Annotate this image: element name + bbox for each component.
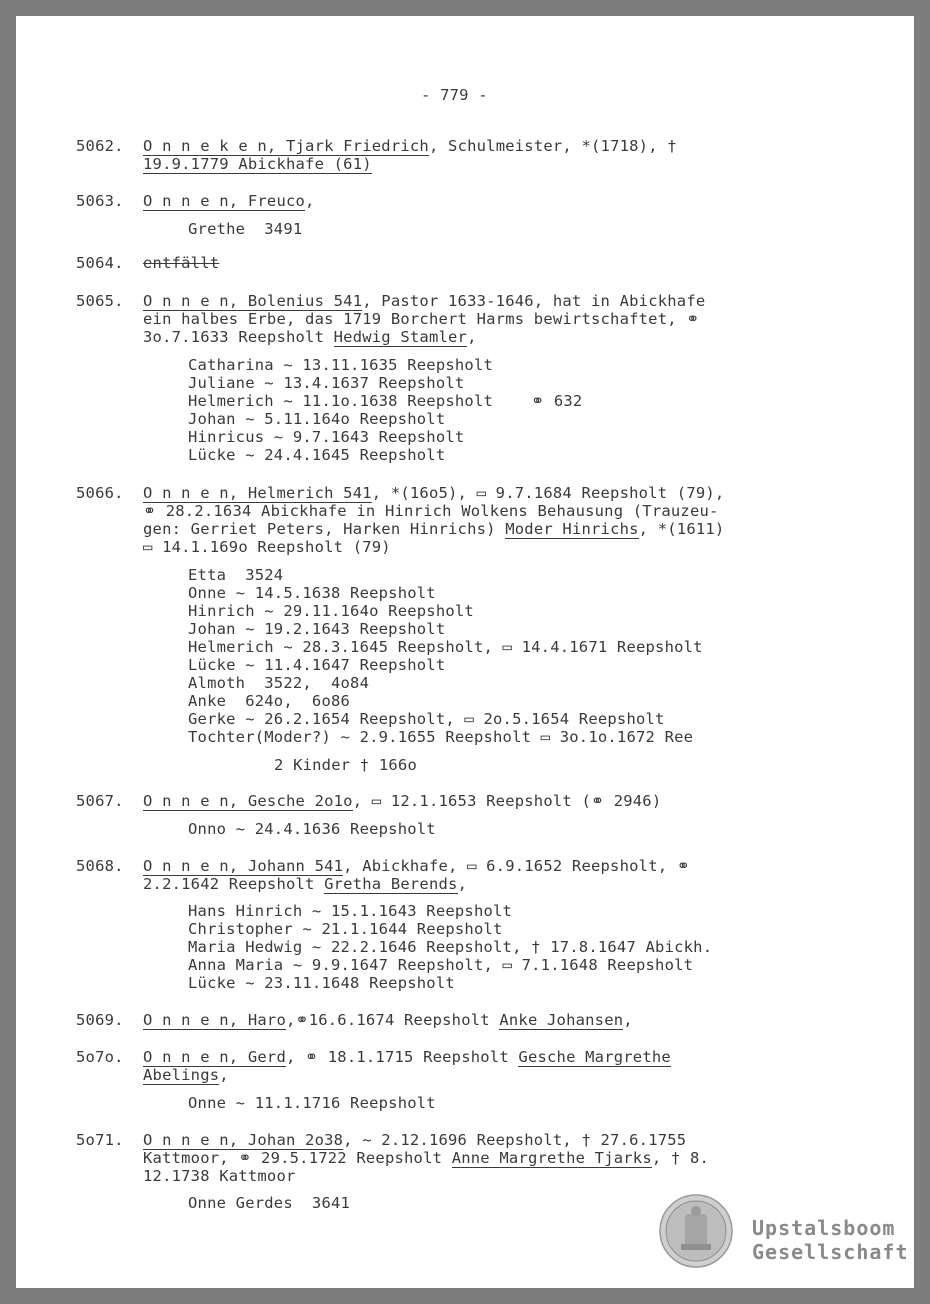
- person-name: O n n e n, Helmerich 541: [143, 484, 372, 502]
- entry-heading: O n n e n, Gesche 2o1o, ▭ 12.1.1653 Reepsholt (⚭ 2946): [143, 792, 662, 810]
- document-page: [16, 16, 914, 1288]
- entry-number: 5062.: [76, 137, 124, 155]
- child-line: Hinricus ~ 9.7.1643 Reepsholt: [188, 428, 465, 446]
- entry-line: gen: Gerriet Peters, Harken Hinrichs) Moder Hinrichs, *(1611): [143, 520, 725, 538]
- seal-icon: [659, 1194, 733, 1268]
- logo-line-1: Upstalsboom: [752, 1216, 896, 1240]
- entry-number: 5064.: [76, 254, 124, 272]
- child-line: Etta 3524: [188, 566, 284, 584]
- entry-number: 5066.: [76, 484, 124, 502]
- child-line: Catharina ~ 13.11.1635 Reepsholt: [188, 356, 494, 374]
- note-line: 2 Kinder † 166o: [274, 756, 417, 774]
- entry-line: ▭ 14.1.169o Reepsholt (79): [143, 538, 391, 556]
- child-line: Helmerich ~ 11.1o.1638 Reepsholt ⚭ 632: [188, 392, 583, 410]
- child-line: Tochter(Moder?) ~ 2.9.1655 Reepsholt ▭ 3o.1o.1672 Ree: [188, 728, 694, 746]
- spouse-name: Moder Hinrichs: [505, 520, 639, 538]
- child-line: Onno ~ 24.4.1636 Reepsholt: [188, 820, 436, 838]
- entry-line: 19.9.1779 Abickhafe (61): [143, 155, 372, 173]
- child-line: Onne ~ 11.1.1716 Reepsholt: [188, 1094, 436, 1112]
- entry-heading: O n n e n, Gerd, ⚭ 18.1.1715 Reepsholt Gesche Margrethe: [143, 1048, 671, 1066]
- child-line: Gerke ~ 26.2.1654 Reepsholt, ▭ 2o.5.1654 Reepsholt: [188, 710, 665, 728]
- spouse-name: Hedwig Stamler: [333, 328, 468, 346]
- child-line: Anna Maria ~ 9.9.1647 Reepsholt, ▭ 7.1.1648 Reepsholt: [188, 956, 694, 974]
- page-number: - 779 -: [421, 86, 488, 104]
- entry-number: 5068.: [76, 857, 124, 875]
- entry-number: 5063.: [76, 192, 124, 210]
- child-line: Lücke ~ 24.4.1645 Reepsholt: [188, 446, 446, 464]
- child-line: Anke 624o, 6o86: [188, 692, 351, 710]
- person-name: O n n e n, Bolenius 541: [143, 292, 363, 310]
- entry-line: 2.2.1642 Reepsholt Gretha Berends,: [143, 875, 468, 893]
- entry-line: Kattmoor, ⚭ 29.5.1722 Reepsholt Anne Margrethe Tjarks, † 8.: [143, 1149, 710, 1167]
- child-line: Johan ~ 19.2.1643 Reepsholt: [188, 620, 446, 638]
- entry-number: 5069.: [76, 1011, 124, 1029]
- child-line: Helmerich ~ 28.3.1645 Reepsholt, ▭ 14.4.1671 Reepsholt: [188, 638, 703, 656]
- entry-line: 12.1738 Kattmoor: [143, 1167, 296, 1185]
- spouse-name: Gretha Berends: [324, 875, 458, 893]
- person-name: O n n e n, Johann 541: [143, 857, 344, 875]
- entry-number: 5065.: [76, 292, 124, 310]
- person-name: O n n e k e n, Tjark Friedrich: [143, 137, 429, 155]
- child-line: Christopher ~ 21.1.1644 Reepsholt: [188, 920, 503, 938]
- spouse-name: Anne Margrethe Tjarks: [451, 1149, 652, 1167]
- entry-heading: O n n e n, Helmerich 541, *(16o5), ▭ 9.7.1684 Reepsholt (79),: [143, 484, 725, 502]
- entry-line: Abelings,: [143, 1066, 229, 1084]
- person-name: O n n e n, Gesche 2o1o: [143, 792, 353, 810]
- child-line: Grethe 3491: [188, 220, 303, 238]
- entry-heading: O n n e n, Haro,⚭16.6.1674 Reepsholt Anke Johansen,: [143, 1011, 633, 1029]
- child-line: Maria Hedwig ~ 22.2.1646 Reepsholt, † 17.8.1647 Abickh.: [188, 938, 713, 956]
- child-line: Onne ~ 14.5.1638 Reepsholt: [188, 584, 436, 602]
- child-line: Lücke ~ 23.11.1648 Reepsholt: [188, 974, 455, 992]
- entry-line: ein halbes Erbe, das 1719 Borchert Harms bewirtschaftet, ⚭: [143, 310, 700, 328]
- entry-heading: O n n e n, Johann 541, Abickhafe, ▭ 6.9.1652 Reepsholt, ⚭: [143, 857, 690, 875]
- child-line: Almoth 3522, 4o84: [188, 674, 370, 692]
- entry-heading: O n n e n, Bolenius 541, Pastor 1633-1646, hat in Abickhafe: [143, 292, 706, 310]
- logo-line-2: Gesellschaft: [752, 1240, 909, 1264]
- society-logo: [752, 1216, 909, 1264]
- spouse-name: Gesche Margrethe: [518, 1048, 671, 1066]
- person-name: O n n e n, Johan 2o38: [143, 1131, 344, 1149]
- spouse-name: Anke Johansen: [499, 1011, 624, 1029]
- person-name: O n n e n, Gerd: [143, 1048, 286, 1066]
- entry-heading: O n n e n, Freuco,: [143, 192, 315, 210]
- child-line: Juliane ~ 13.4.1637 Reepsholt: [188, 374, 465, 392]
- entry-number: 5o71.: [76, 1131, 124, 1149]
- child-line: Lücke ~ 11.4.1647 Reepsholt: [188, 656, 446, 674]
- person-name: O n n e n, Freuco: [143, 192, 306, 210]
- entry-heading: O n n e n, Johan 2o38, ~ 2.12.1696 Reepsholt, † 27.6.1755: [143, 1131, 687, 1149]
- person-name: O n n e n, Haro: [143, 1011, 286, 1029]
- entry-line: 3o.7.1633 Reepsholt Hedwig Stamler,: [143, 328, 477, 346]
- entry-line: ⚭ 28.2.1634 Abickhafe in Hinrich Wolkens Behausung (Trauzeu-: [143, 502, 719, 520]
- child-line: Johan ~ 5.11.164o Reepsholt: [188, 410, 446, 428]
- entry-heading: entfällt: [143, 254, 220, 272]
- entry-number: 5o7o.: [76, 1048, 124, 1066]
- entry-heading: O n n e k e n, Tjark Friedrich, Schulmeister, *(1718), †: [143, 137, 677, 155]
- entry-number: 5067.: [76, 792, 124, 810]
- child-line: Onne Gerdes 3641: [188, 1194, 351, 1212]
- child-line: Hans Hinrich ~ 15.1.1643 Reepsholt: [188, 902, 513, 920]
- child-line: Hinrich ~ 29.11.164o Reepsholt: [188, 602, 474, 620]
- document-body: [16, 16, 914, 1288]
